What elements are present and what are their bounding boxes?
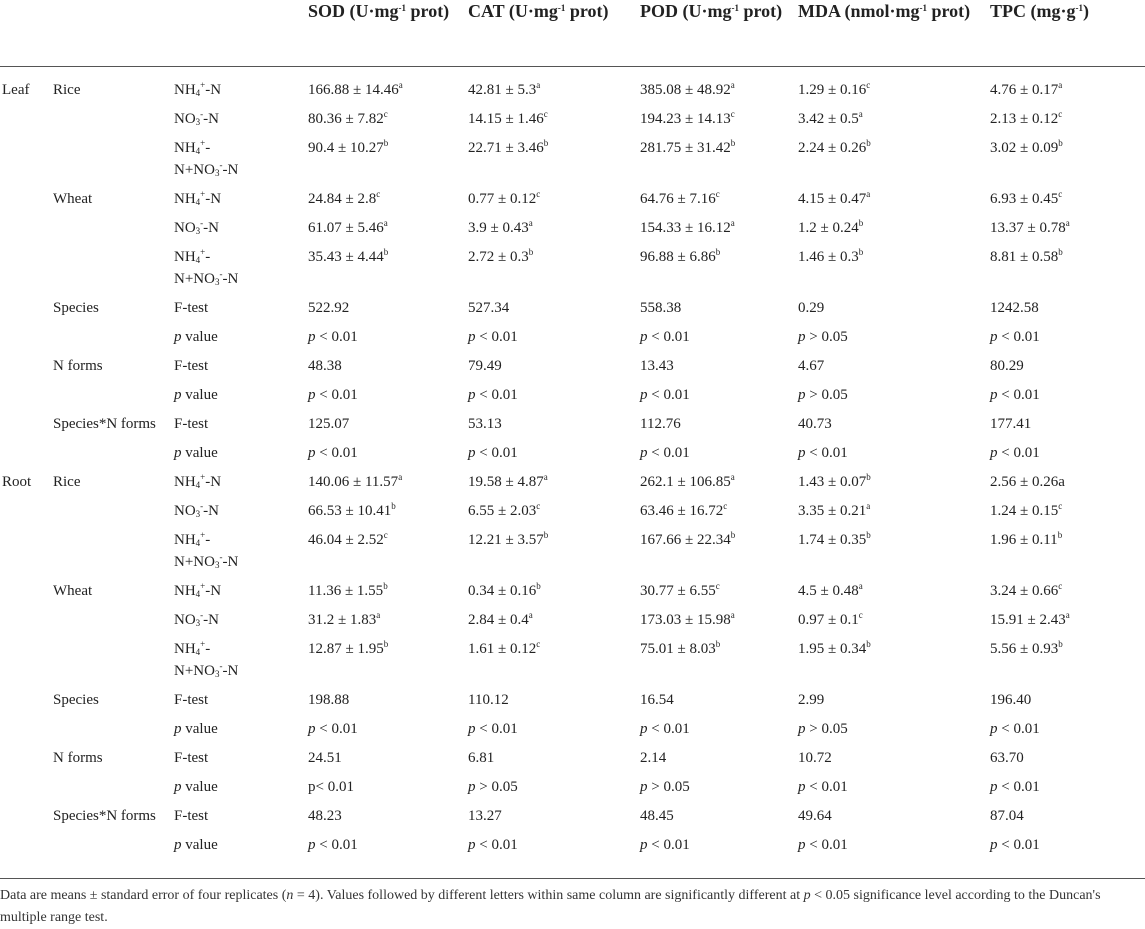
condition-label: $NO_3^--N$ <box>174 108 219 127</box>
value-cell: 3.9 ± 0.43$^a$ <box>468 217 533 236</box>
tissue-label <box>0 381 53 410</box>
condition-label: p value <box>174 720 218 737</box>
table-row <box>0 773 1145 802</box>
value-cell: p < 0.01 <box>798 836 848 853</box>
value-cell: 16.54 <box>640 691 674 708</box>
tissue-label <box>0 439 53 468</box>
value-cell: 4.5 ± 0.48$^a$ <box>798 580 863 599</box>
condition-label: $NO_3^--N$ <box>174 609 219 628</box>
value-cell: 125.07 <box>308 415 350 432</box>
tissue-label <box>0 214 53 243</box>
value-cell: 0.34 ± 0.16$^b$ <box>468 580 541 599</box>
value-cell: 1.74 ± 0.35$^b$ <box>798 529 871 548</box>
tissue-label <box>0 497 53 526</box>
tissue-label <box>0 410 53 439</box>
table-row <box>0 105 1145 134</box>
value-cell: p < 0.01 <box>990 778 1040 795</box>
species-label: N forms <box>53 357 103 374</box>
tissue-label <box>0 715 53 744</box>
tissue-label <box>0 323 53 352</box>
value-cell: 11.36 ± 1.55$^b$ <box>308 580 388 599</box>
tissue-label <box>0 773 53 802</box>
species-label <box>53 134 174 185</box>
value-cell: 2.99 <box>798 691 825 708</box>
table-row <box>0 497 1145 526</box>
condition-label: $NH_4^+-N$ <box>174 580 222 599</box>
tissue-label <box>0 744 53 773</box>
value-cell: p < 0.01 <box>468 444 518 461</box>
tissue-label <box>0 635 53 686</box>
species-label <box>53 214 174 243</box>
table-row <box>0 381 1145 410</box>
condition-label: F-test <box>174 357 209 374</box>
value-cell: 48.38 <box>308 357 342 374</box>
value-cell: p < 0.01 <box>640 386 690 403</box>
species-label <box>53 635 174 686</box>
table-row <box>0 802 1145 831</box>
value-cell: 385.08 ± 48.92$^a$ <box>640 79 735 98</box>
species-label <box>53 715 174 744</box>
value-cell: 5.56 ± 0.93$^b$ <box>990 638 1063 657</box>
value-cell: 4.67 <box>798 357 825 374</box>
species-label <box>53 439 174 468</box>
table-body <box>0 66 1145 864</box>
table-row <box>0 439 1145 468</box>
condition-label: p value <box>174 836 218 853</box>
value-cell: 2.84 ± 0.4$^a$ <box>468 609 533 628</box>
value-cell: 1.95 ± 0.34$^b$ <box>798 638 871 657</box>
value-cell: p > 0.05 <box>798 386 848 403</box>
tissue-label <box>0 577 53 606</box>
value-cell: 53.13 <box>468 415 502 432</box>
value-cell: 6.81 <box>468 749 495 766</box>
condition-label: $NH_4^+-$ $N+NO_3^--N$ <box>174 638 239 679</box>
condition-label: $NO_3^--N$ <box>174 500 219 519</box>
species-label: Rice <box>53 81 81 98</box>
condition-label: F-test <box>174 299 209 316</box>
value-cell: 0.29 <box>798 299 825 316</box>
condition-label: $NH_4^+-$ $N+NO_3^--N$ <box>174 137 239 178</box>
value-cell: 167.66 ± 22.34$^b$ <box>640 529 736 548</box>
value-cell: 522.92 <box>308 299 350 316</box>
species-label <box>53 526 174 577</box>
species-label <box>53 323 174 352</box>
value-cell: 177.41 <box>990 415 1032 432</box>
header-mda: MDA ($nmol\cdot mg^{-1}$ prot) <box>798 0 990 66</box>
tissue-label <box>0 134 53 185</box>
table-footnote: Data are means ± standard error of four replicates (n = 4). Values followed by different letters within same column are significantly different at p < 0.05 significance level according to the Duncan's multiple range test. <box>0 888 1101 925</box>
value-cell: p < 0.01 <box>468 386 518 403</box>
value-cell: 3.35 ± 0.21$^a$ <box>798 500 871 519</box>
value-cell: 87.04 <box>990 807 1024 824</box>
value-cell: 31.2 ± 1.83$^a$ <box>308 609 381 628</box>
value-cell: p < 0.01 <box>798 444 848 461</box>
table-row <box>0 468 1145 497</box>
table-row <box>0 352 1145 381</box>
table-row <box>0 185 1145 214</box>
value-cell: 154.33 ± 16.12$^a$ <box>640 217 735 236</box>
species-label: Wheat <box>53 190 93 207</box>
header-cell-condition <box>174 0 308 66</box>
condition-label: $NO_3^--N$ <box>174 217 219 236</box>
condition-label: $NH_4^+-$ $N+NO_3^--N$ <box>174 529 239 570</box>
value-cell: p < 0.01 <box>468 328 518 345</box>
value-cell: 1242.58 <box>990 299 1039 316</box>
value-cell: 1.96 ± 0.11$^b$ <box>990 529 1063 548</box>
table-row <box>0 744 1145 773</box>
value-cell: 8.81 ± 0.58$^b$ <box>990 246 1063 265</box>
value-cell: 80.36 ± 7.82$^c$ <box>308 108 388 127</box>
table-header-row <box>0 0 1145 66</box>
value-cell: 10.72 <box>798 749 832 766</box>
condition-label: F-test <box>174 807 209 824</box>
species-label: Species*N forms <box>53 415 156 432</box>
value-cell: p > 0.05 <box>798 720 848 737</box>
table-row <box>0 715 1145 744</box>
value-cell: 46.04 ± 2.52$^c$ <box>308 529 388 548</box>
value-cell: 558.38 <box>640 299 682 316</box>
value-cell: 14.15 ± 1.46$^c$ <box>468 108 548 127</box>
value-cell: p < 0.01 <box>308 444 358 461</box>
value-cell: 6.55 ± 2.03$^c$ <box>468 500 541 519</box>
table-row <box>0 323 1145 352</box>
value-cell: 63.46 ± 16.72$^c$ <box>640 500 728 519</box>
species-label <box>53 606 174 635</box>
species-label: Rice <box>53 473 81 490</box>
value-cell: 527.34 <box>468 299 510 316</box>
value-cell: 49.64 <box>798 807 832 824</box>
value-cell: 1.2 ± 0.24$^b$ <box>798 217 864 236</box>
species-label: Species <box>53 299 99 316</box>
value-cell: 48.45 <box>640 807 674 824</box>
species-label <box>53 497 174 526</box>
value-cell: 3.42 ± 0.5$^a$ <box>798 108 863 127</box>
value-cell: p > 0.05 <box>798 328 848 345</box>
value-cell: p< 0.01 <box>308 778 354 795</box>
header-pod: POD ($U\cdot mg^{-1}$ prot) <box>640 0 798 66</box>
value-cell: 140.06 ± 11.57$^a$ <box>308 471 403 490</box>
value-cell: 173.03 ± 15.98$^a$ <box>640 609 735 628</box>
value-cell: p < 0.01 <box>308 386 358 403</box>
value-cell: p < 0.01 <box>468 836 518 853</box>
tissue-label <box>0 606 53 635</box>
table-row <box>0 66 1145 105</box>
condition-label: p value <box>174 386 218 403</box>
table-row <box>0 294 1145 323</box>
value-cell: 35.43 ± 4.44$^b$ <box>308 246 389 265</box>
value-cell: 40.73 <box>798 415 832 432</box>
value-cell: 80.29 <box>990 357 1024 374</box>
value-cell: 3.02 ± 0.09$^b$ <box>990 137 1063 156</box>
value-cell: 2.72 ± 0.3$^b$ <box>468 246 534 265</box>
value-cell: p < 0.01 <box>640 328 690 345</box>
value-cell: 1.46 ± 0.3$^b$ <box>798 246 864 265</box>
value-cell: 96.88 ± 6.86$^b$ <box>640 246 721 265</box>
value-cell: p < 0.01 <box>990 444 1040 461</box>
species-label: N forms <box>53 749 103 766</box>
value-cell: p < 0.01 <box>308 328 358 345</box>
header-cell-group <box>0 0 53 66</box>
value-cell: p < 0.01 <box>468 720 518 737</box>
table-row <box>0 410 1145 439</box>
condition-label: F-test <box>174 415 209 432</box>
tissue-label <box>0 802 53 831</box>
value-cell: 12.21 ± 3.57$^b$ <box>468 529 549 548</box>
value-cell: 13.37 ± 0.78$^a$ <box>990 217 1070 236</box>
value-cell: 1.43 ± 0.07$^b$ <box>798 471 871 490</box>
value-cell: 2.56 ± 0.26a <box>990 473 1065 490</box>
species-label <box>53 243 174 294</box>
value-cell: 64.76 ± 7.16$^c$ <box>640 188 720 207</box>
value-cell: 15.91 ± 2.43$^a$ <box>990 609 1070 628</box>
tissue-label: Root <box>2 473 32 490</box>
condition-label: $NH_4^+-$ $N+NO_3^--N$ <box>174 246 239 287</box>
tissue-label <box>0 526 53 577</box>
table-row <box>0 526 1145 577</box>
value-cell: 4.15 ± 0.47$^a$ <box>798 188 871 207</box>
table-row <box>0 214 1145 243</box>
value-cell: p < 0.01 <box>308 720 358 737</box>
value-cell: p < 0.01 <box>308 836 358 853</box>
value-cell: 1.29 ± 0.16$^c$ <box>798 79 871 98</box>
value-cell: p < 0.01 <box>990 328 1040 345</box>
value-cell: p < 0.01 <box>990 836 1040 853</box>
tissue-label <box>0 831 53 864</box>
tissue-label <box>0 294 53 323</box>
condition-label: F-test <box>174 691 209 708</box>
table-row <box>0 243 1145 294</box>
value-cell: 1.61 ± 0.12$^c$ <box>468 638 541 657</box>
value-cell: 75.01 ± 8.03$^b$ <box>640 638 721 657</box>
table-row <box>0 606 1145 635</box>
species-label <box>53 831 174 864</box>
header-sod: SOD ($U\cdot mg^{-1}$ prot) <box>308 0 468 66</box>
value-cell: 42.81 ± 5.3$^a$ <box>468 79 541 98</box>
value-cell: p < 0.01 <box>798 778 848 795</box>
value-cell: p > 0.05 <box>468 778 518 795</box>
value-cell: 281.75 ± 31.42$^b$ <box>640 137 736 156</box>
value-cell: 79.49 <box>468 357 502 374</box>
species-label <box>53 381 174 410</box>
species-label <box>53 773 174 802</box>
condition-label: p value <box>174 328 218 345</box>
value-cell: p < 0.01 <box>990 720 1040 737</box>
condition-label: p value <box>174 444 218 461</box>
value-cell: 61.07 ± 5.46$^a$ <box>308 217 388 236</box>
condition-label: F-test <box>174 749 209 766</box>
value-cell: 262.1 ± 106.85$^a$ <box>640 471 735 490</box>
tissue-label <box>0 686 53 715</box>
value-cell: 2.14 <box>640 749 667 766</box>
tissue-label <box>0 352 53 381</box>
tissue-label <box>0 243 53 294</box>
value-cell: 63.70 <box>990 749 1024 766</box>
table-row <box>0 134 1145 185</box>
value-cell: 22.71 ± 3.46$^b$ <box>468 137 549 156</box>
value-cell: 0.77 ± 0.12$^c$ <box>468 188 541 207</box>
header-cat: CAT ($U\cdot mg^{-1}$ prot) <box>468 0 640 66</box>
value-cell: 4.76 ± 0.17$^a$ <box>990 79 1063 98</box>
tissue-label <box>0 185 53 214</box>
value-cell: 3.24 ± 0.66$^c$ <box>990 580 1063 599</box>
value-cell: p < 0.01 <box>990 386 1040 403</box>
tissue-label <box>0 105 53 134</box>
header-tpc: TPC $(mg\cdot g^{-1})$ <box>990 0 1145 66</box>
header-cell-species <box>53 0 174 66</box>
value-cell: 198.88 <box>308 691 350 708</box>
value-cell: p > 0.05 <box>640 778 690 795</box>
value-cell: 194.23 ± 14.13$^c$ <box>640 108 735 127</box>
table-row <box>0 635 1145 686</box>
table-row <box>0 686 1145 715</box>
value-cell: 1.24 ± 0.15$^c$ <box>990 500 1063 519</box>
condition-label: $NH_4^+-N$ <box>174 188 222 207</box>
value-cell: 2.24 ± 0.26$^b$ <box>798 137 871 156</box>
condition-label: $NH_4^+-N$ <box>174 79 222 98</box>
value-cell: 13.43 <box>640 357 674 374</box>
value-cell: p < 0.01 <box>640 444 690 461</box>
value-cell: 24.84 ± 2.8$^c$ <box>308 188 381 207</box>
value-cell: 90.4 ± 10.27$^b$ <box>308 137 389 156</box>
table-bottom-rule <box>0 878 1145 879</box>
species-label: Species <box>53 691 99 708</box>
table-row <box>0 831 1145 864</box>
species-label <box>53 105 174 134</box>
condition-label: $NH_4^+-N$ <box>174 471 222 490</box>
value-cell: 166.88 ± 14.46$^a$ <box>308 79 403 98</box>
value-cell: 110.12 <box>468 691 509 708</box>
species-label: Species*N forms <box>53 807 156 824</box>
value-cell: 19.58 ± 4.87$^a$ <box>468 471 548 490</box>
table-row <box>0 577 1145 606</box>
value-cell: 24.51 <box>308 749 342 766</box>
value-cell: p < 0.01 <box>640 720 690 737</box>
value-cell: 196.40 <box>990 691 1032 708</box>
value-cell: 66.53 ± 10.41$^b$ <box>308 500 396 519</box>
condition-label: p value <box>174 778 218 795</box>
tissue-label: Leaf <box>2 81 30 98</box>
value-cell: 0.97 ± 0.1$^c$ <box>798 609 863 628</box>
value-cell: 30.77 ± 6.55$^c$ <box>640 580 720 599</box>
value-cell: 48.23 <box>308 807 342 824</box>
species-label: Wheat <box>53 582 93 599</box>
value-cell: p < 0.01 <box>640 836 690 853</box>
value-cell: 6.93 ± 0.45$^c$ <box>990 188 1063 207</box>
value-cell: 2.13 ± 0.12$^c$ <box>990 108 1063 127</box>
value-cell: 112.76 <box>640 415 681 432</box>
value-cell: 13.27 <box>468 807 502 824</box>
value-cell: 12.87 ± 1.95$^b$ <box>308 638 389 657</box>
